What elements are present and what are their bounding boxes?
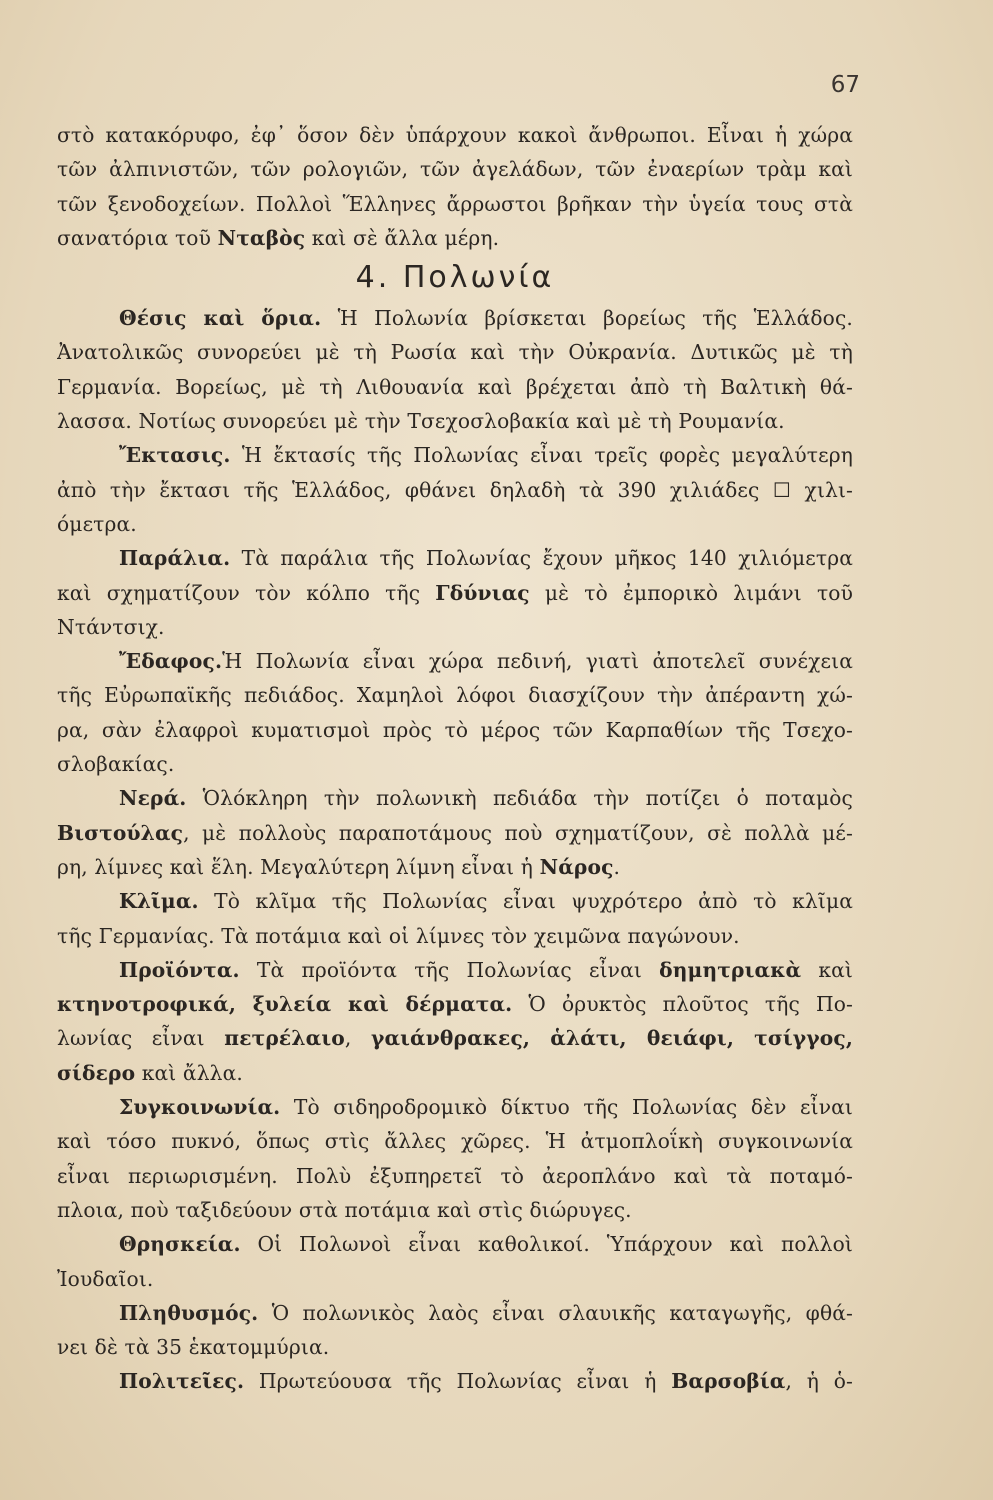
text-line: Παράλια. Τὰ παράλια τῆς Πολωνίας ἔχουν μῆκος 140 χιλιόμετρα	[119, 546, 853, 571]
product-term: κτηνοτροφικά, ξυλεία καὶ δέρματα.	[57, 992, 513, 1017]
text-line: καὶ τόσο πυκνό, ὅπως στὶς ἄλλες χῶρες. Ἡ ἀτμοπλοΐκὴ συγκοινωνία	[57, 1129, 853, 1154]
text-line: καὶ σχηματίζουν τὸν κόλπο τῆς Γδύνιας μὲ τὸ ἐμπορικὸ λιμάνι τοῦ	[57, 580, 853, 605]
text-line: πλοια, ποὺ ταξιδεύουν στὰ ποτάμια καὶ στὶς διώρυγες.	[57, 1197, 632, 1222]
paragraph-label: Θέσις καὶ ὅρια.	[119, 306, 322, 331]
text-line: ρη, λίμνες καὶ ἕλη. Μεγαλύτερη λίμνη εἶναι ἡ Νάρος.	[57, 854, 621, 879]
text-line: Προϊόντα. Τὰ προϊόντα τῆς Πολωνίας εἶναι δημητριακὰ καὶ	[119, 957, 853, 982]
text-line: Ντάντσιχ.	[57, 614, 165, 639]
text-line: Κλῖμα. Τὸ κλῖμα τῆς Πολωνίας εἶναι ψυχρότερο ἀπὸ τὸ κλῖμα	[119, 889, 853, 914]
text-line: ἀπὸ τὴν ἔκτασι τῆς Ἑλλάδος, φθάνει δηλαδὴ τὰ 390 χιλιάδες ☐ χιλι-	[57, 477, 853, 502]
place-name: Γδύνιας	[435, 580, 530, 605]
text-line: Πληθυσμός. Ὁ πολωνικὸς λαὸς εἶναι σλαυικῆς καταγωγῆς, φθά-	[119, 1300, 853, 1325]
text-line: Ἔδαφος.Ἡ Πολωνία εἶναι χώρα πεδινή, γιατὶ ἀποτελεῖ συνέχεια	[119, 649, 853, 674]
text-line: Νερά. Ὁλόκληρη τὴν πολωνικὴ πεδιάδα τὴν ποτίζει ὁ ποταμὸς	[119, 786, 853, 811]
text-line: Βιστούλας, μὲ πολλοὺς παραποτάμους ποὺ σχηματίζουν, σὲ πολλὰ μέ-	[57, 820, 853, 845]
text-line: κτηνοτροφικά, ξυλεία καὶ δέρματα. Ὁ ὀρυκτὸς πλοῦτος τῆς Πο-	[57, 992, 853, 1017]
text-line: Γερμανία. Βορείως, μὲ τὴ Λιθουανία καὶ βρέχεται ἀπὸ τὴ Βαλτικὴ θά-	[57, 374, 853, 399]
place-name: Βιστούλας	[57, 820, 184, 845]
text-line: Θέσις καὶ ὅρια. Ἡ Πολωνία βρίσκεται βορείως τῆς Ἑλλάδος.	[119, 306, 853, 331]
product-term: σίδερο	[57, 1060, 136, 1085]
text-line: στὸ κατακόρυφο, ἐφ᾽ ὅσον δὲν ὑπάρχουν κακοὶ ἄνθρωποι. Εἶναι ἡ χώρα	[57, 123, 853, 147]
text-line: ρα, σὰν ἐλαφροὶ κυματισμοὶ πρὸς τὸ μέρος τῶν Καρπαθίων τῆς Τσεχο-	[57, 717, 853, 742]
product-term: γαιάνθρακες, ἁλάτι, θειάφι, τσίγγος,	[370, 1026, 853, 1051]
paragraph-label: Νερά.	[119, 786, 187, 811]
text-line: όμετρα.	[57, 511, 137, 536]
page-number: 67	[830, 72, 860, 98]
text-line: Θρησκεία. Οἱ Πολωνοὶ εἶναι καθολικοί. Ὑπάρχουν καὶ πολλοὶ	[119, 1232, 853, 1257]
text-line: λωνίας εἶναι πετρέλαιο, γαιάνθρακες, ἁλάτι, θειάφι, τσίγγος,	[57, 1026, 853, 1051]
text-line: λασσα. Νοτίως συνορεύει μὲ τὴν Τσεχοσλοβακία καὶ μὲ τὴ Ρουμανία.	[57, 409, 785, 434]
text-line: τῶν ξενοδοχείων. Πολλοὶ Ἕλληνες ἄρρωστοι βρῆκαν τὴν ὑγεία τους στὰ	[57, 191, 853, 216]
paragraph-label: Πολιτεῖες.	[119, 1369, 245, 1394]
text-line: Ἔκτασις. Ἡ ἔκτασίς τῆς Πολωνίας εἶναι τρεῖς φορὲς μεγαλύτερη	[119, 443, 853, 468]
text-line: Ἀνατολικῶς συνορεύει μὲ τὴ Ρωσία καὶ τὴν Οὐκρανία. Δυτικῶς μὲ τὴ	[57, 340, 853, 365]
text-line: τῆς Γερμανίας. Τὰ ποτάμια καὶ οἱ λίμνες τὸν χειμῶνα παγώνουν.	[57, 923, 740, 948]
paragraph-label: Προϊόντα.	[119, 957, 240, 982]
text-line: σανατόρια τοῦ Νταβὸς καὶ σὲ ἄλλα μέρη.	[57, 225, 500, 250]
page-body	[57, 118, 853, 1399]
text-line: εἶναι περιωρισμένη. Πολὺ ἐξυπηρετεῖ τὸ ἀεροπλάνο καὶ τὰ ποταμό-	[57, 1163, 853, 1188]
text-line: τῶν ἀλπινιστῶν, τῶν ρολογιῶν, τῶν ἀγελάδων, τῶν ἐναερίων τρὰμ καὶ	[57, 157, 853, 182]
paragraph-label: Συγκοινωνία.	[119, 1095, 281, 1120]
product-term: δημητριακὰ	[659, 957, 802, 982]
place-name: Νάρος	[539, 854, 614, 879]
text-line: Ἰουδαῖοι.	[57, 1266, 154, 1291]
text-line: σίδερο καὶ ἄλλα.	[57, 1060, 243, 1085]
paragraph-label: Κλῖμα.	[119, 889, 199, 914]
paragraph-label: Παράλια.	[119, 546, 231, 571]
paragraph-label: Θρησκεία.	[119, 1232, 241, 1257]
section-heading: 4. Πολωνία	[355, 260, 555, 296]
text-line: τῆς Εὐρωπαϊκῆς πεδιάδος. Χαμηλοὶ λόφοι διασχίζουν τὴν ἀπέραντη χώ-	[57, 683, 853, 708]
paragraph-label: Ἔδαφος.	[119, 649, 223, 674]
place-name: Βαρσοβία	[671, 1369, 786, 1394]
product-term: πετρέλαιο	[224, 1026, 345, 1051]
text-line: Πολιτεῖες. Πρωτεύουσα τῆς Πολωνίας εἶναι ἡ Βαρσοβία, ἡ ὁ-	[119, 1369, 853, 1394]
text-line: Συγκοινωνία. Τὸ σιδηροδρομικὸ δίκτυο τῆς Πολωνίας δὲν εἶναι	[119, 1095, 853, 1120]
text-line: νει δὲ τὰ 35 ἑκατομμύρια.	[57, 1335, 330, 1360]
place-name: Νταβὸς	[217, 225, 306, 250]
text-line: σλοβακίας.	[57, 752, 175, 777]
paragraph-label: Πληθυσμός.	[119, 1300, 259, 1325]
paragraph-label: Ἔκτασις.	[119, 443, 231, 468]
